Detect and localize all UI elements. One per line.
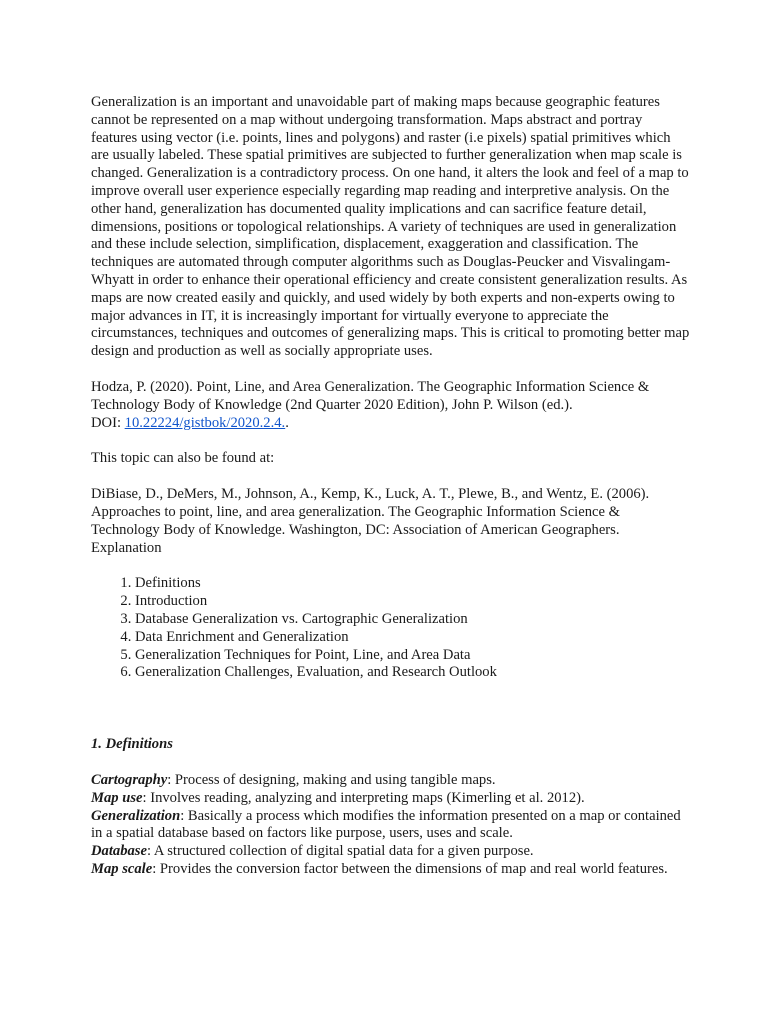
toc-item-definitions: 1. Definitions — [135, 575, 691, 593]
doi-trailing: . — [285, 414, 289, 431]
definition-desc: : Involves reading, analyzing and interpreting maps (Kimerling et al. 2012). — [142, 789, 585, 806]
toc-item-data-enrichment: 4. Data Enrichment and Generalization — [135, 629, 691, 647]
definition-item — [91, 861, 691, 879]
definition-item — [91, 772, 691, 790]
doi-link[interactable]: 10.22224/gistbok/2020.2.4. — [124, 414, 286, 431]
intro-paragraph: Generalization is an important and unavoidable part of making maps because geographic features cannot be represented on a map without undergoing transformation. Maps abstract and portray features using vector (i.e. points, lines and polygons) and raster (i.e pixels) spatial primitives which are usually labeled. These spatial primitives are subjected to further generalization when map scale is changed. Generalization is a contradictory process. On one hand, it alters the look and feel of a map to improve overall user experience especially regarding map reading and interpretive analysis. On the other hand, generalization has documented quality implications and can sacrifice feature detail, dimensions, positions or topological relationships. A variety of techniques are used in generalization and these include selection, simplification, displacement, exaggeration and classification. The techniques are automated through computer algorithms such as Douglas-Peucker and Visvalingam-Whyatt in order to enhance their operational efficiency and create consistent generalization results. As maps are now created easily and quickly, and used widely by both experts and non-experts owing to major advances in IT, it is increasingly important for virtually everyone to appreciate the circumstances, techniques and outcomes of generalizing maps. This is critical to promoting better map design and production as well as socially appropriate uses. — [91, 94, 690, 360]
explanation-label: Explanation — [91, 539, 162, 556]
section-heading-definitions: 1. Definitions — [91, 736, 173, 753]
definition-term: Map scale — [91, 860, 153, 877]
definition-term: Map use — [91, 789, 143, 806]
definition-item — [91, 808, 691, 844]
dibiase-text: DiBiase, D., DeMers, M., Johnson, A., Kemp, K., Luck, A. T., Plewe, B., and Wentz, E. (2006). Approaches to point, line, and area generalization. The Geographic Information Science & Technology Body of Knowledge. Washington, DC: Association of American Geographers. — [91, 486, 650, 538]
table-of-contents — [91, 575, 691, 682]
definition-term: Cartography — [91, 771, 168, 788]
definitions-list — [91, 772, 691, 879]
definition-desc: : Basically a process which modifies the information presented on a map or contained in a spatial database based on factors like purpose, users, uses and scale. — [91, 807, 681, 842]
definition-desc: : Process of designing, making and using tangible maps. — [167, 771, 496, 788]
definition-term: Generalization — [91, 807, 181, 824]
doi-label: DOI: — [91, 414, 125, 431]
citation-paragraph — [91, 379, 691, 432]
definition-item — [91, 790, 691, 808]
definition-desc: : Provides the conversion factor between the dimensions of map and real world features. — [152, 860, 668, 877]
toc-item-challenges: 6. Generalization Challenges, Evaluation, and Research Outlook — [135, 664, 691, 682]
definition-desc: : A structured collection of digital spatial data for a given purpose. — [146, 843, 534, 860]
definition-item — [91, 843, 691, 861]
citation-text: Hodza, P. (2020). Point, Line, and Area Generalization. The Geographic Information Science & Technology Body of Knowledge (2nd Quarter 2020 Edition), John P. Wilson (ed.). — [91, 378, 650, 413]
toc-item-introduction: 2. Introduction — [135, 593, 691, 611]
toc-item-techniques: 5. Generalization Techniques for Point, Line, and Area Data — [135, 647, 691, 665]
dibiase-citation — [91, 486, 691, 557]
document-page — [91, 94, 691, 879]
topic-note: This topic can also be found at: — [91, 450, 275, 467]
toc-item-database-vs-cartographic: 3. Database Generalization vs. Cartographic Generalization — [135, 611, 691, 629]
definition-term: Database — [91, 843, 147, 860]
